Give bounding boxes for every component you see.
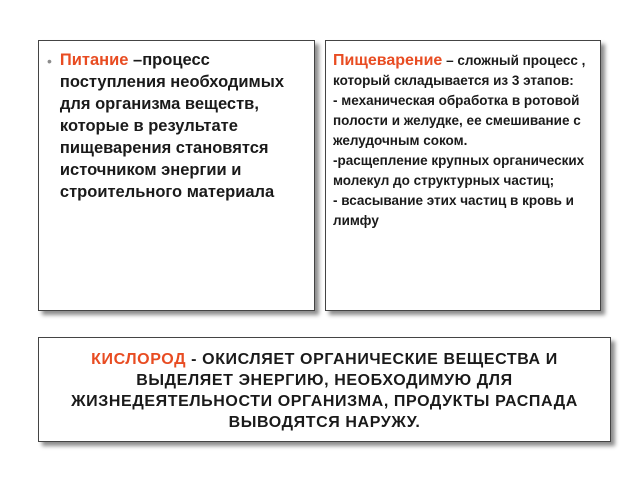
nutrition-definition: –процесс поступления необходимых для организма веществ, которые в результате пищеварения становятся источником энергии и строительного материала: [59, 51, 285, 201]
digestion-text: [333, 51, 594, 231]
digestion-stage-2: -расщепление крупных органических молекул до структурных частиц;: [333, 153, 585, 188]
digestion-intro: – сложный процесс , который складывается из 3 этапов:: [333, 53, 586, 88]
nutrition-list-item: [47, 49, 308, 203]
oxygen-card: [38, 337, 611, 442]
digestion-card: [325, 40, 601, 311]
nutrition-term: Питание: [59, 51, 129, 69]
oxygen-text: [43, 349, 606, 433]
nutrition-text: [60, 49, 308, 203]
digestion-stage-1: - механическая обработка в ротовой полости и желудке, ее смешивание с желудочным соком.: [333, 93, 581, 148]
nutrition-card: [38, 40, 315, 311]
oxygen-term: КИСЛОРОД: [91, 351, 187, 368]
oxygen-definition: - ОКИСЛЯЕТ ОРГАНИЧЕСКИЕ ВЕЩЕСТВА И ВЫДЕЛЯЕТ ЭНЕРГИЮ, НЕОБХОДИМУЮ ДЛЯ ЖИЗНЕДЕЯТЕЛЬНОСТИ ОРГАНИЗМА, ПРОДУКТЫ РАСПАДА ВЫВОДЯТСЯ НАРУЖУ.: [71, 351, 578, 431]
bullet-icon: •: [47, 53, 52, 69]
digestion-term: Пищеварение: [333, 52, 443, 69]
digestion-stage-3: - всасывание этих частиц в кровь и лимфу: [333, 193, 574, 228]
